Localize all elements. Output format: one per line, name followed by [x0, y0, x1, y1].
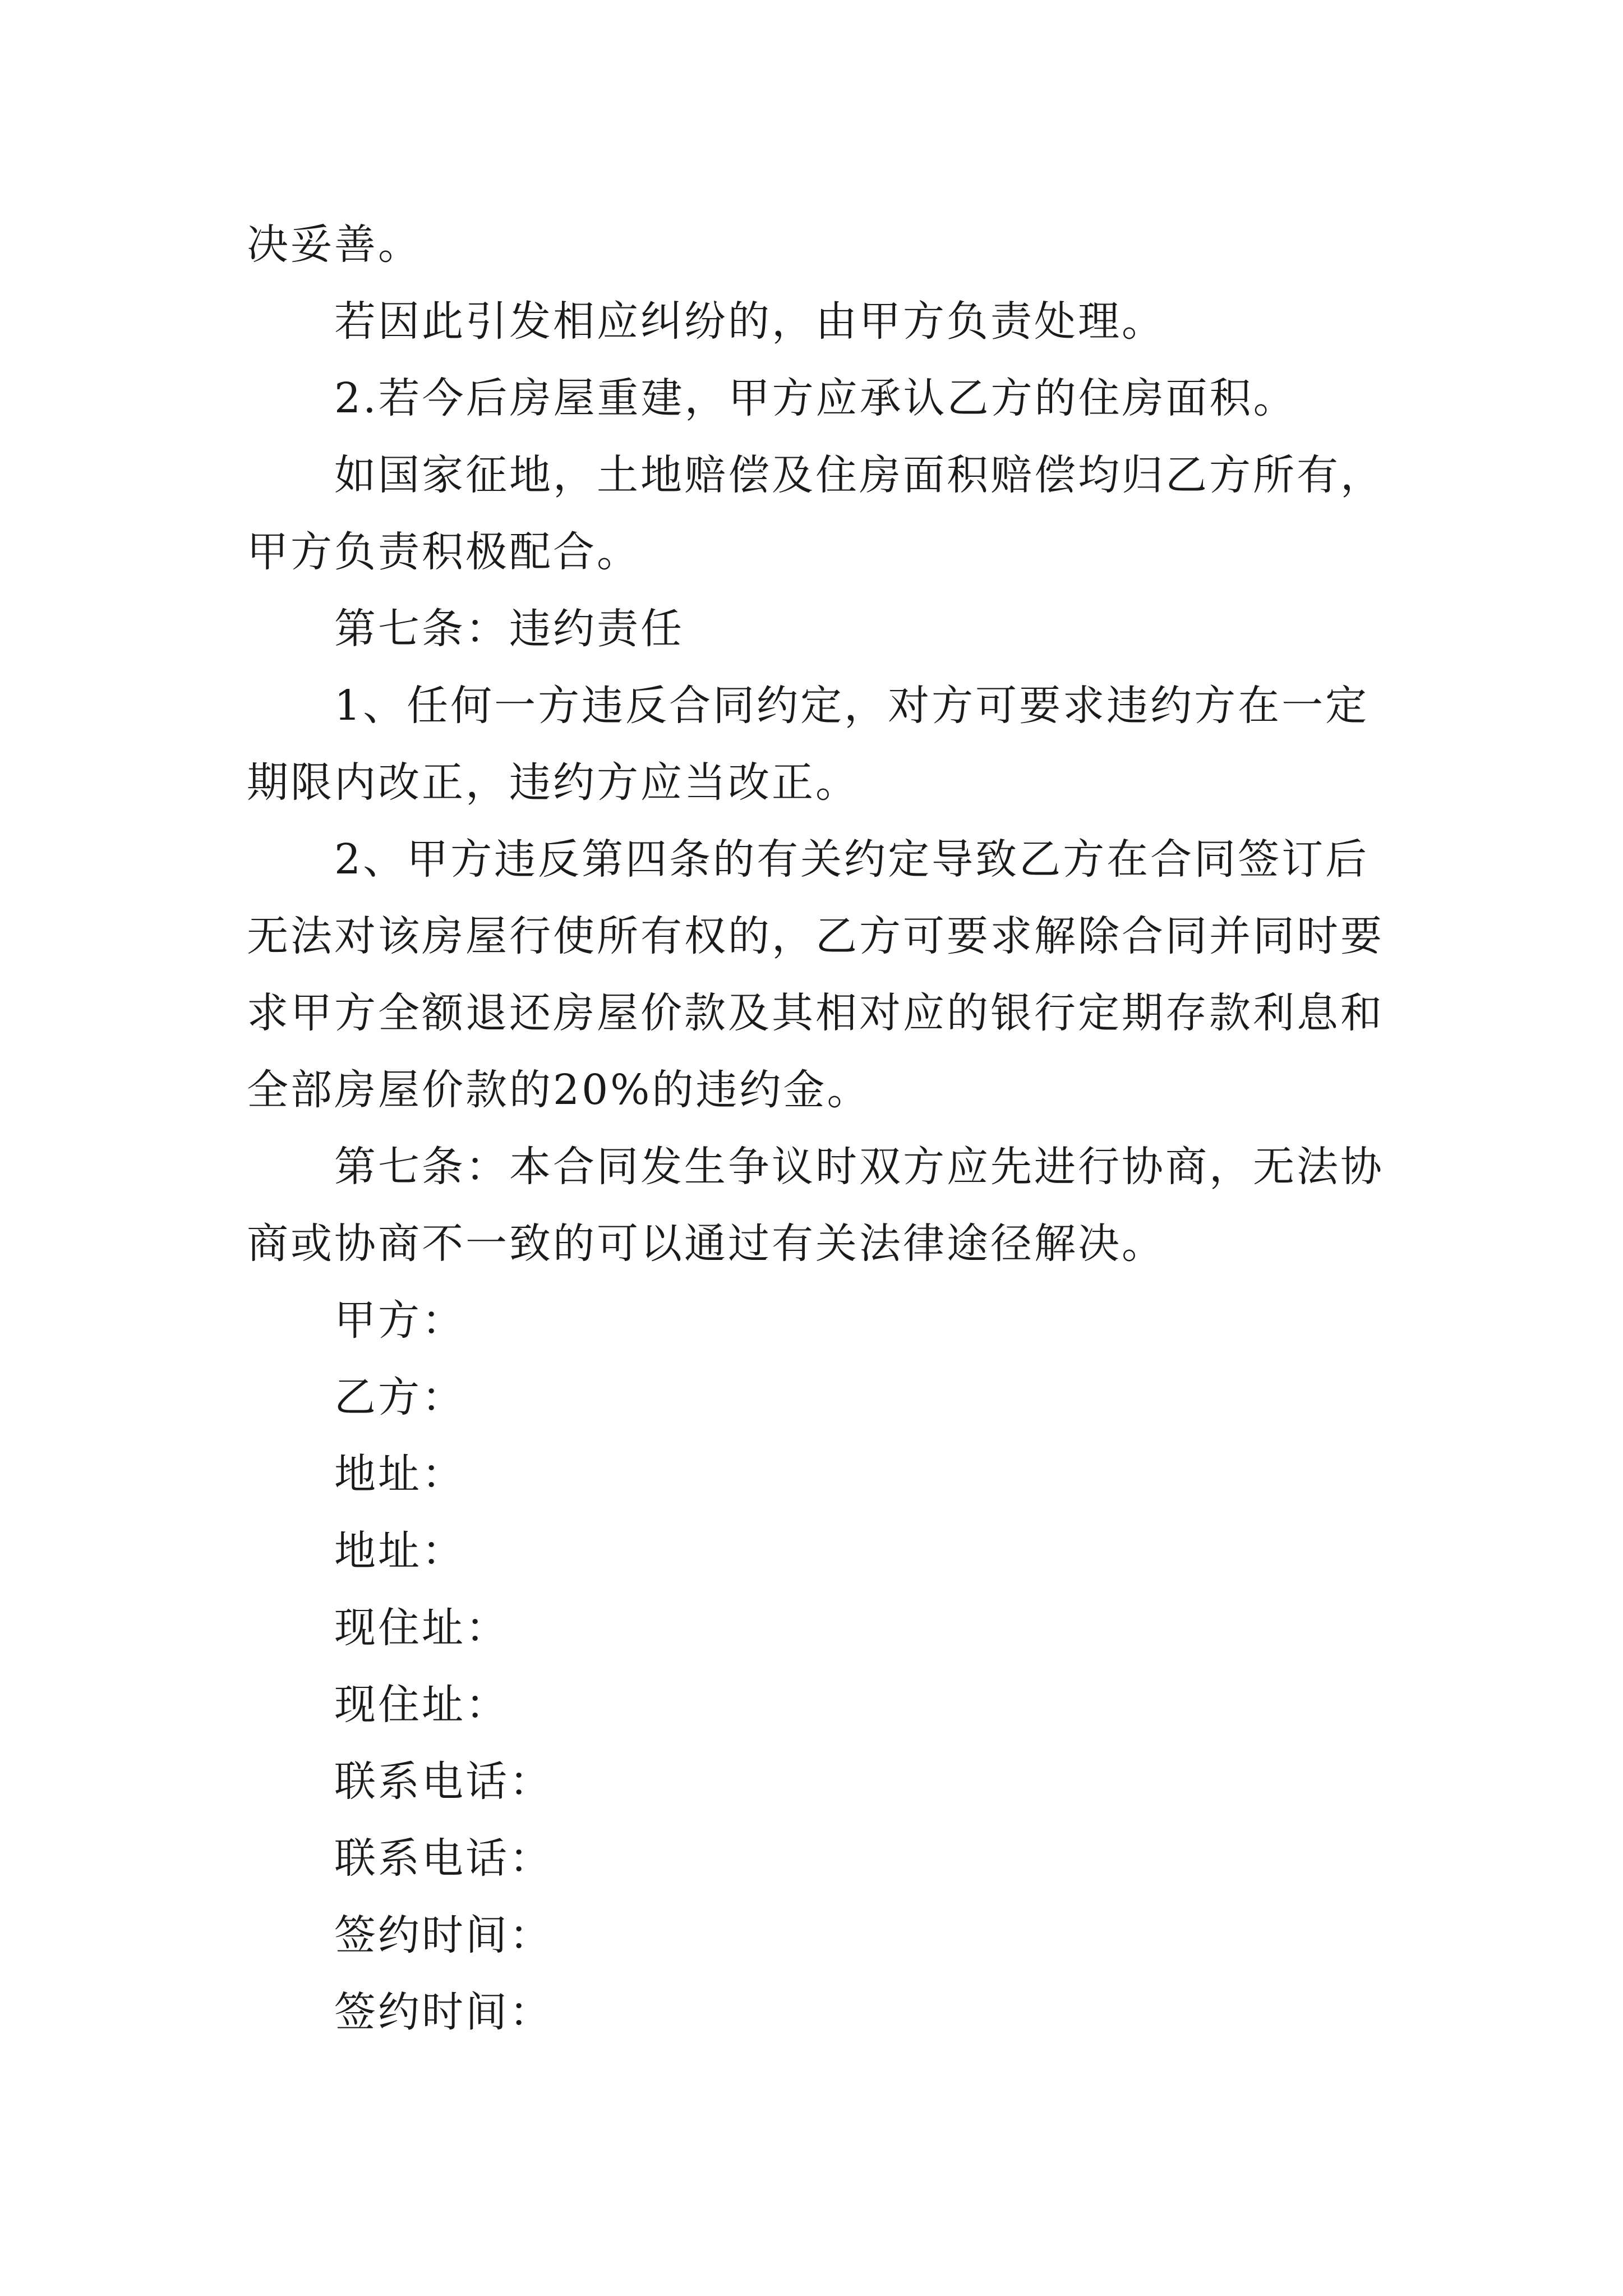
signature-current-address-b: 现住址：: [334, 1681, 509, 1729]
article-seven-heading: 第七条：违约责任: [334, 605, 684, 653]
signature-phone-a: 联系电话：: [334, 1757, 553, 1806]
document-body: [247, 206, 1391, 2051]
signature-date-a: 签约时间：: [334, 1911, 553, 1959]
signature-phone-b: 联系电话：: [334, 1834, 553, 1883]
signature-date-b: 签约时间：: [334, 1988, 553, 2036]
paragraph-continuation: 决妥善。: [247, 220, 422, 269]
paragraph-breach-1: 1、任何一方违反合同约定，对方可要求违约方在一定期限内改正，违约方应当改正。: [247, 682, 1370, 807]
signature-address-b: 地址：: [334, 1527, 465, 1575]
signature-current-address-a: 现住址：: [334, 1604, 509, 1652]
paragraph-land-requisition: 如国家征地，土地赔偿及住房面积赔偿均归乙方所有，甲方负责积极配合。: [247, 451, 1384, 576]
paragraph-breach-2: 2、甲方违反第四条的有关约定导致乙方在合同签订后无法对该房屋行使所有权的，乙方可要求解除合同并同时要求甲方全额退还房屋价款及其相对应的银行定期存款利息和全部房屋价款的20%的违约金。: [247, 835, 1384, 1114]
signature-party-b: 乙方：: [334, 1373, 465, 1421]
signature-party-a: 甲方：: [334, 1296, 465, 1345]
paragraph-rebuild-clause: 2.若今后房屋重建，甲方应承认乙方的住房面积。: [334, 374, 1297, 422]
paragraph-dispute-handling: 若因此引发相应纠纷的，由甲方负责处理。: [334, 297, 1165, 346]
signature-address-a: 地址：: [334, 1450, 465, 1498]
paragraph-dispute-resolution: 第七条：本合同发生争议时双方应先进行协商，无法协商或协商不一致的可以通过有关法律途径解决。: [247, 1143, 1384, 1268]
